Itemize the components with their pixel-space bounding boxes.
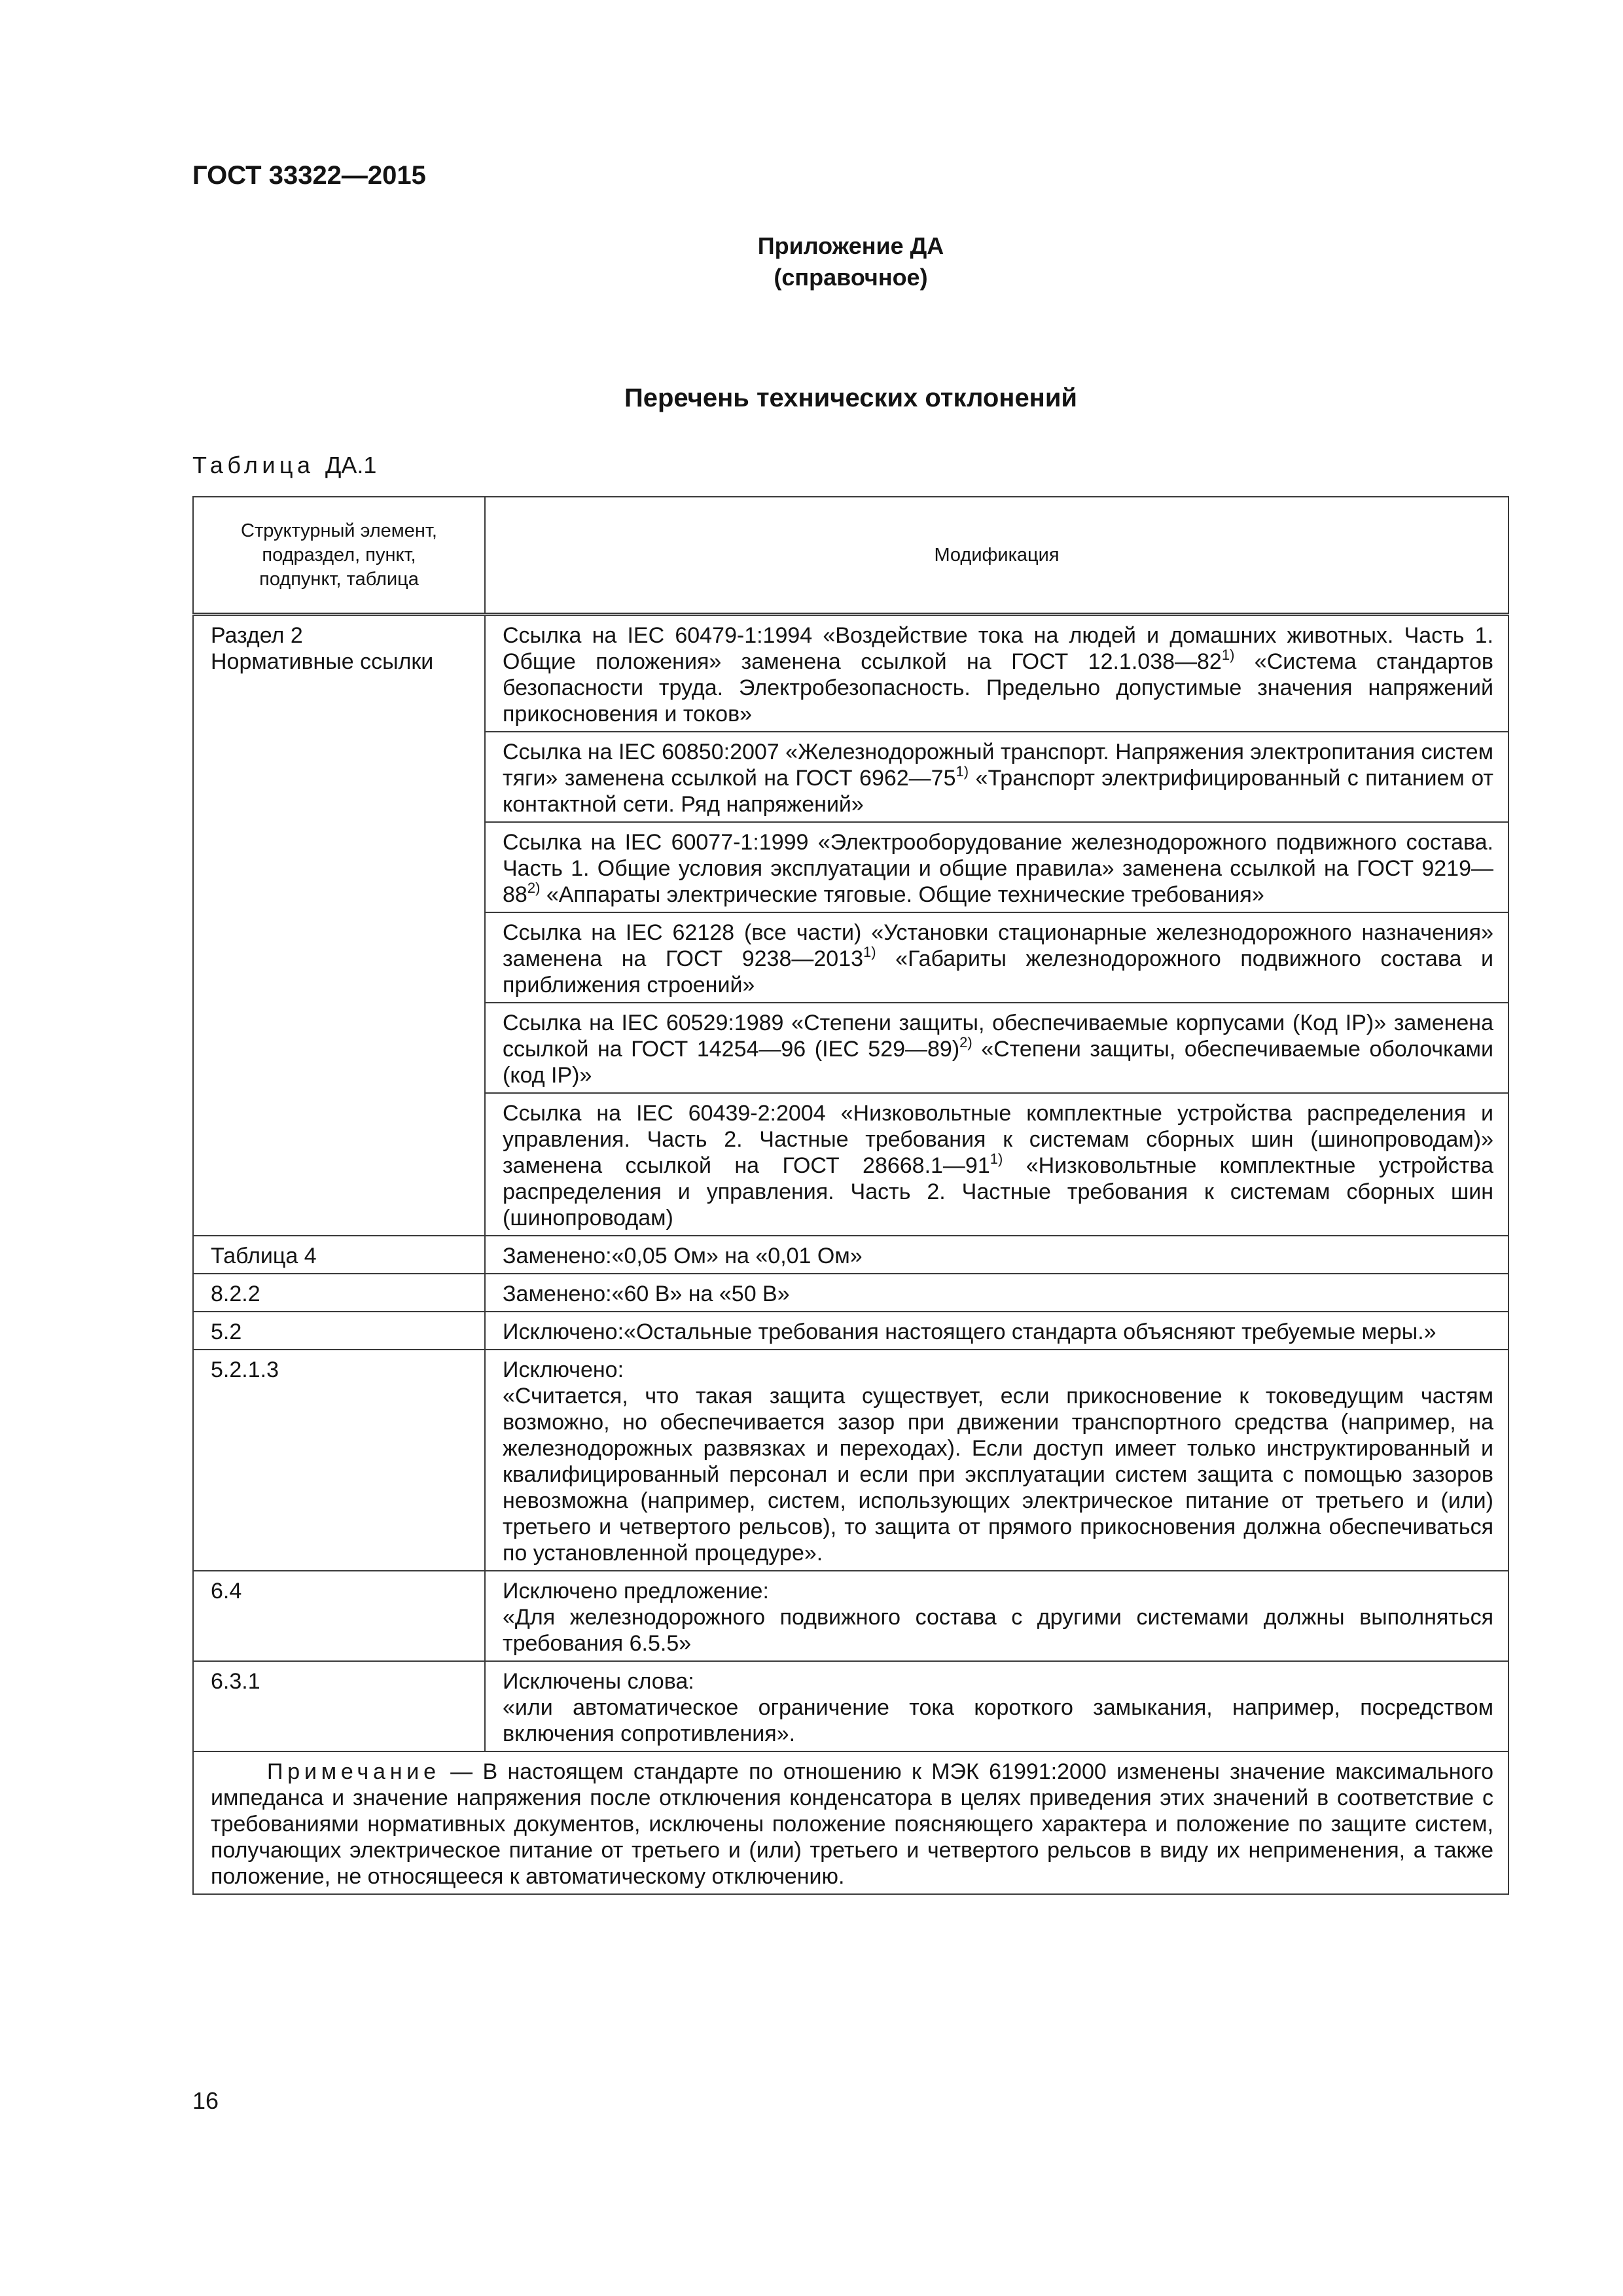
modification-line: Заменено:«0,05 Ом» на «0,01 Ом» [503, 1244, 863, 1268]
row-element: 5.2 [193, 1312, 485, 1350]
modification-line: «или автоматическое ограничение тока короткого замыкания, например, посредством включения сопротивления». [503, 1695, 1493, 1746]
ref-text: «Габариты железнодорожного подвижного состава и приближения строений» [503, 946, 1493, 997]
table-header-row [193, 497, 1508, 615]
header-element-line: подраздел, пункт, [262, 544, 416, 565]
ref-text: Ссылка на IEC 62128 (все части) «Установки стационарные железнодорожного назначения» заменена на ГОСТ 9238—2013 [503, 920, 1493, 971]
ref-text: Ссылка на IEC 60529:1989 «Степени защиты, обеспечиваемые корпусами (Код IP)» заменена ссылкой на ГОСТ 14254—96 (IEC 529—89) [503, 1011, 1493, 1062]
row-modification [485, 1312, 1508, 1350]
modification-line: Исключены слова: [503, 1669, 694, 1694]
footnote-mark: 2) [527, 880, 541, 896]
annex-title: Приложение ДА [757, 232, 944, 259]
footnote-mark: 2) [959, 1034, 972, 1050]
ref-text: Ссылка на IEC 60439-2:2004 «Низковольтные комплектные устройства распределения и управления. Часть 2. Частные требования к системам сборных шин (шинопроводам)» заменена ссылкой на ГОСТ 28668.1—91 [503, 1101, 1493, 1178]
row-element: 6.3.1 [193, 1661, 485, 1751]
note-label: Примечание [267, 1759, 440, 1784]
header-element-line: подпункт, таблица [259, 568, 419, 590]
header-modification: Модификация [485, 497, 1508, 615]
ref-text: «Транспорт электрифицированный с питанием от контактной сети. Ряд напряжений» [503, 766, 1494, 817]
table-label-number: ДА.1 [325, 452, 377, 478]
table-row [193, 1571, 1508, 1661]
footnote-mark: 1) [990, 1151, 1003, 1167]
ref-text: Ссылка на IEC 60479-1:1994 «Воздействие тока на людей и домашних животных. Часть 1. Общие положения» заменена ссылкой на ГОСТ 12.1.038—82 [503, 623, 1493, 674]
reference-cell [485, 1003, 1508, 1093]
reference-cell [485, 1093, 1508, 1236]
row-element: 6.4 [193, 1571, 485, 1661]
header-element [193, 497, 485, 615]
section2-element [193, 615, 485, 1236]
row-element: 5.2.1.3 [193, 1350, 485, 1571]
modification-line: Исключено: [503, 1357, 624, 1382]
row-modification [485, 1350, 1508, 1571]
deviations-table [192, 496, 1509, 1895]
ref-text: Ссылка на IEC 60077-1:1999 «Электрооборудование железнодорожного подвижного состава. Часть 1. Общие условия эксплуатации и общие правила» заменена ссылкой на ГОСТ 9219—88 [503, 830, 1493, 907]
row-modification [485, 1236, 1508, 1274]
table-note-row [193, 1751, 1508, 1894]
modification-line: Исключено предложение: [503, 1579, 769, 1604]
note-dash: — [440, 1759, 483, 1784]
table-row [193, 1350, 1508, 1571]
reference-cell [485, 732, 1508, 822]
header-element-line: Структурный элемент, [241, 520, 437, 541]
ref-text: «Аппараты электрические тяговые. Общие технические требования» [540, 882, 1264, 907]
modification-line: «Для железнодорожного подвижного состава с другими системами должны выполняться требования 6.5.5» [503, 1605, 1493, 1656]
table-label-prefix: Таблица [192, 452, 315, 478]
row-element: 8.2.2 [193, 1274, 485, 1312]
table-row [193, 1274, 1508, 1312]
modification-line: Исключено:«Остальные требования настоящего стандарта объясняют требуемые меры.» [503, 1319, 1436, 1344]
section2-element-line: Нормативные ссылки [211, 649, 434, 674]
footnote-mark: 1) [863, 944, 876, 960]
footnote-mark: 1) [1221, 647, 1235, 663]
table-row [193, 1661, 1508, 1751]
reference-cell [485, 822, 1508, 912]
table-row [193, 1236, 1508, 1274]
reference-cell [485, 912, 1508, 1003]
ref-text: «Низковольтные комплектные устройства распределения и управления. Часть 2. Частные требования к системам сборных шин (шинопроводам) [503, 1153, 1493, 1230]
document-code: ГОСТ 33322—2015 [192, 161, 426, 190]
row-modification [485, 1571, 1508, 1661]
table-note [193, 1751, 1508, 1894]
table-row [193, 1312, 1508, 1350]
ref-text: Ссылка на IEC 60850:2007 «Железнодорожный транспорт. Напряжения электропитания систем тяги» заменена ссылкой на ГОСТ 6962—75 [503, 740, 1493, 791]
page-number: 16 [192, 2087, 219, 2114]
row-modification [485, 1661, 1508, 1751]
note-text: В настоящем стандарте по отношению к МЭК 61991:2000 изменены значение максимального импеданса и значение напряжения после отключения конденсатора в целях приведения этих значений в соответствие с требованиями нормативных документов, исключены положение поясняющего характера и положение по защите систем, получающих электрическое питание от третьего и (или) третьего и четвертого рельсов в виду их неприменения, а также положение, не относящееся к автоматическому отключению. [211, 1759, 1493, 1889]
row-modification [485, 1274, 1508, 1312]
row-element: Таблица 4 [193, 1236, 485, 1274]
annex-subtitle: (справочное) [774, 264, 928, 291]
ref-text: «Степени защиты, обеспечиваемые оболочками (код IP)» [503, 1037, 1493, 1088]
section2-element-line: Раздел 2 [211, 623, 303, 648]
ref-text: «Система стандартов безопасности труда. Электробезопасность. Предельно допустимые значения напряжений прикосновения и токов» [503, 649, 1493, 726]
modification-line: Заменено:«60 В» на «50 В» [503, 1282, 790, 1306]
modification-line: «Считается, что такая защита существует, если прикосновение к токоведущим частям возможно, но обеспечивается зазор при движении транспортного средства (например, на железнодорожных развязках и переходах). Если доступ имеет только инструктированный и квалифицированный персонал и если при эксплуатации систем защита с помощью зазоров невозможна (например, систем, использующих электрическое питание от третьего и (или) третьего и четвертого рельсов), то защита от прямого прикосновения должна обеспечиваться по установленной процедуре». [503, 1384, 1493, 1566]
table-row [193, 615, 1508, 732]
reference-cell [485, 615, 1508, 732]
table-label [192, 452, 376, 479]
section-title: Перечень технических отклонений [624, 384, 1078, 412]
footnote-mark: 1) [955, 763, 969, 780]
annex-heading [0, 230, 1623, 293]
